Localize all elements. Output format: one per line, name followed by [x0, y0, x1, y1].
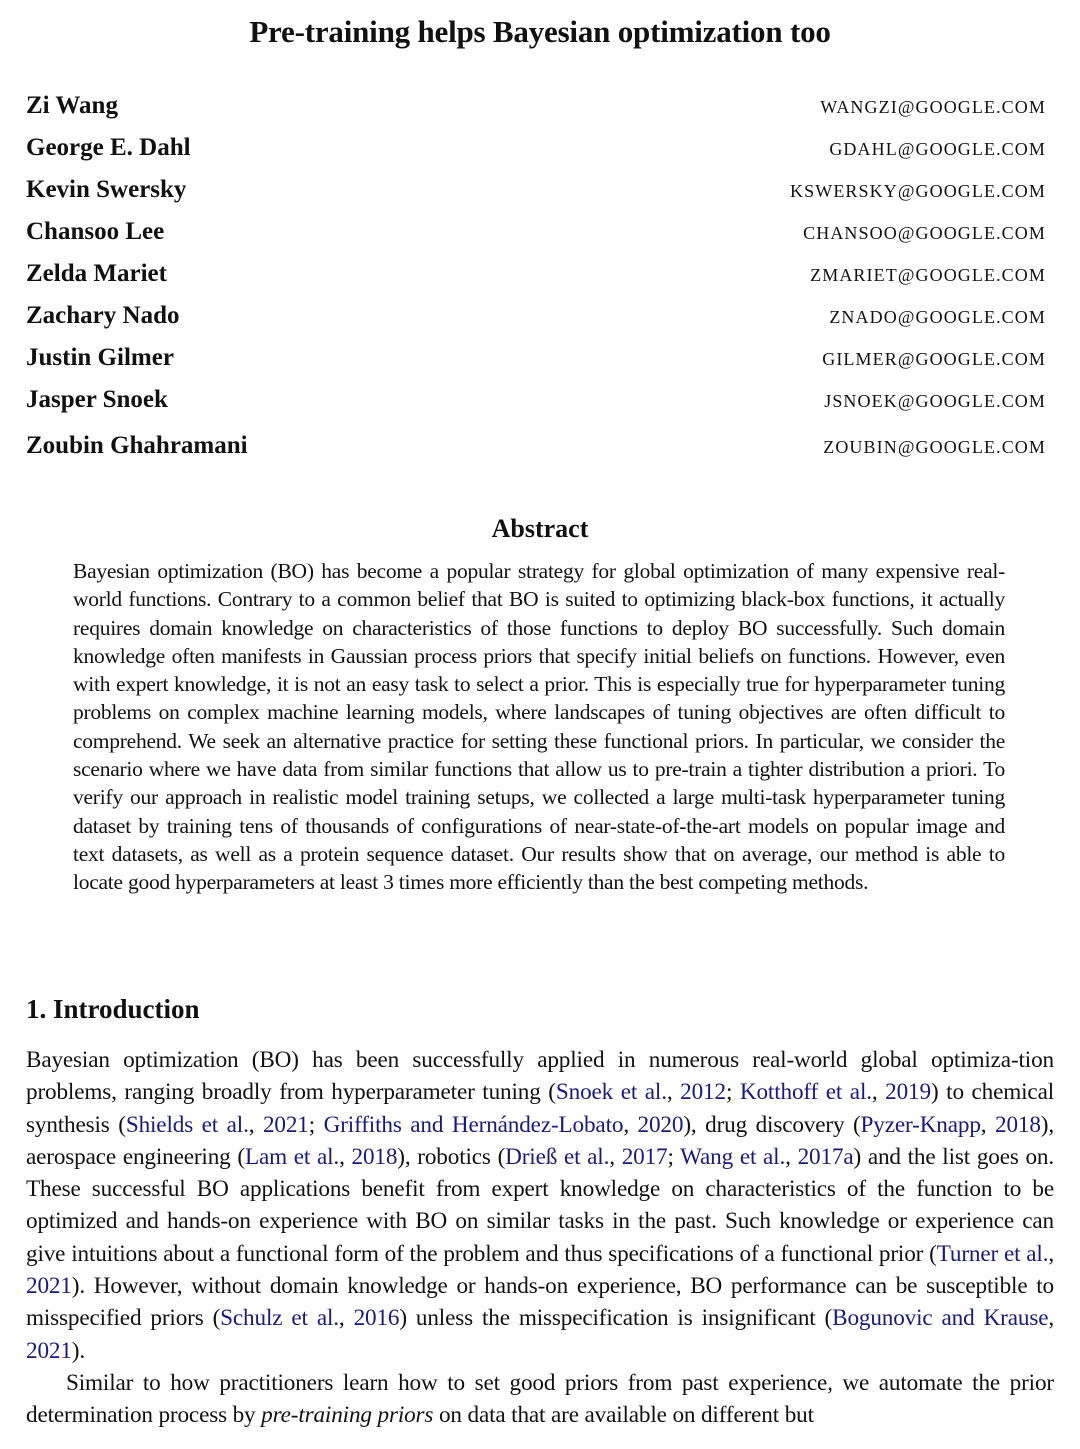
text-run: ,: [338, 1305, 354, 1332]
intro-paragraph: [26, 1367, 1054, 1432]
author-entry: [26, 218, 1046, 260]
citation-link[interactable]: Drieß et al.: [505, 1143, 610, 1170]
text-run: ,: [1048, 1240, 1055, 1267]
text-run: ). However, without domain knowledge or hands-on experience, BO performance can be susceptible to misspecified priors (: [26, 1273, 1054, 1332]
text-run: ,: [871, 1079, 886, 1106]
text-run: on data that are available on different but: [433, 1402, 814, 1429]
text-run: ,: [785, 1143, 798, 1170]
author-name: Kevin Swersky: [26, 176, 187, 203]
text-run: ,: [609, 1143, 622, 1170]
author-email[interactable]: CHANSOO@GOOGLE.COM: [803, 223, 1046, 243]
author-entry: [26, 176, 1046, 218]
author-email[interactable]: WANGZI@GOOGLE.COM: [820, 97, 1046, 117]
citation-link[interactable]: 2018: [995, 1111, 1041, 1138]
text-run: ).: [71, 1337, 85, 1364]
text-run: Bayesian optimization (BO) has been successfully applied in numerous real-world global optimiza-tion problems, ranging broadly from hyperparameter tuning (: [26, 1047, 1054, 1106]
citation-link[interactable]: Wang et al.: [680, 1143, 786, 1170]
author-name: Justin Gilmer: [26, 344, 174, 371]
text-run: ,: [248, 1111, 263, 1138]
citation-link[interactable]: 2021: [262, 1111, 309, 1138]
text-run: ), aerospace engineering (: [26, 1111, 1055, 1170]
author-list: [26, 92, 1046, 474]
author-name: Zoubin Ghahramani: [26, 432, 248, 459]
author-entry: [26, 344, 1046, 386]
emphasized-term: pre-training priors: [261, 1402, 434, 1429]
citation-link[interactable]: Lam et al.: [244, 1143, 340, 1170]
text-run: ,: [623, 1111, 638, 1138]
author-name: Jasper Snoek: [26, 386, 168, 413]
citation-link[interactable]: 2019: [885, 1079, 931, 1106]
citation-link[interactable]: 2021: [26, 1273, 72, 1300]
citation-link[interactable]: Griffiths and Hernández-Lobato: [323, 1111, 624, 1138]
text-run: ) unless the misspecification is insignificant (: [399, 1305, 833, 1332]
citation-link[interactable]: Turner et al.: [936, 1240, 1049, 1267]
citation-link[interactable]: Bogunovic and Krause: [832, 1305, 1049, 1332]
author-email[interactable]: ZOUBIN@GOOGLE.COM: [823, 437, 1046, 457]
citation-link[interactable]: Snoek et al.: [555, 1079, 667, 1106]
citation-link[interactable]: Schulz et al.: [220, 1305, 339, 1332]
text-run: ) to chemical synthesis (: [26, 1079, 1055, 1138]
introduction-body: [26, 1044, 1054, 1432]
author-entry: [26, 92, 1046, 134]
author-name: George E. Dahl: [26, 134, 191, 161]
text-run: ,: [666, 1079, 681, 1106]
text-run: ), robotics (: [397, 1143, 506, 1170]
author-name: Zi Wang: [26, 92, 118, 119]
author-email[interactable]: GILMER@GOOGLE.COM: [822, 349, 1046, 369]
abstract-text: Bayesian optimization (BO) has become a popular strategy for global optimization of many expensive real-world functions. Contrary to a common belief that BO is suited to optimizing black-box functions, it actually requires domain knowledge on characteristics of those functions to deploy BO successfully. Such domain knowledge often manifests in Gaussian process priors that specify initial beliefs on functions. However, even with expert knowledge, it is not an easy task to select a prior. This is especially true for hyperparameter tuning problems on complex machine learning models, where landscapes of tuning objectives are often difficult to comprehend. We seek an alternative practice for setting these functional priors. In particular, we consider the scenario where we have data from similar functions that allow us to pre-train a tighter distribution a priori. To verify our approach in realistic model training setups, we collected a large multi-task hyperparameter tuning dataset by training tens of thousands of configurations of near-state-of-the-art models on popular image and text datasets, as well as a protein sequence dataset. Our results show that on average, our method is able to locate good hyperparameters at least 3 times more efficiently than the best competing methods.: [73, 559, 1005, 895]
citation-link[interactable]: Pyzer-Knapp: [860, 1111, 981, 1138]
author-email[interactable]: GDAHL@GOOGLE.COM: [829, 139, 1046, 159]
abstract-heading: Abstract: [491, 514, 589, 543]
text-run: Similar to how practitioners learn how to set good priors from past experience, we automate the prior determination process by: [26, 1369, 1054, 1429]
citation-link[interactable]: 2017a: [797, 1143, 854, 1170]
author-entry: [26, 260, 1046, 302]
author-entry: [26, 134, 1046, 176]
author-name: Zachary Nado: [26, 302, 180, 329]
author-entry: [26, 386, 1046, 428]
section-heading-introduction: 1. Introduction: [26, 994, 200, 1024]
author-name: Chansoo Lee: [26, 218, 165, 245]
author-name: Zelda Mariet: [26, 260, 167, 287]
citation-link[interactable]: 2016: [353, 1305, 400, 1332]
citation-link[interactable]: 2020: [637, 1111, 684, 1138]
text-run: ), drug discovery (: [683, 1111, 861, 1138]
citation-link[interactable]: Shields et al.: [125, 1111, 249, 1138]
text-run: ,: [1048, 1305, 1054, 1332]
text-run: ;: [667, 1143, 681, 1170]
author-email[interactable]: KSWERSKY@GOOGLE.COM: [790, 181, 1046, 201]
citation-link[interactable]: 2021: [26, 1337, 72, 1364]
text-run: ;: [725, 1079, 740, 1106]
text-run: ) and the list goes on. These successful BO applications benefit from expert knowledge on characteristics of the function to be optimized and hands-on experience with BO on similar tasks in the past. Such knowledge or experience can give intuitions about a functional form of the problem and thus specifications of a functional prior (: [26, 1143, 1055, 1267]
paper-title: Pre-training helps Bayesian optimization too: [249, 14, 831, 49]
text-run: ;: [308, 1111, 324, 1138]
intro-paragraph: [26, 1044, 1054, 1367]
author-email[interactable]: ZMARIET@GOOGLE.COM: [810, 265, 1046, 285]
citation-link[interactable]: 2012: [680, 1079, 726, 1106]
author-entry: [26, 302, 1046, 344]
author-email[interactable]: ZNADO@GOOGLE.COM: [829, 307, 1046, 327]
citation-link[interactable]: 2017: [621, 1143, 668, 1170]
author-entry: [26, 432, 1046, 474]
text-run: ,: [980, 1111, 996, 1138]
author-email[interactable]: JSNOEK@GOOGLE.COM: [824, 391, 1046, 411]
citation-link[interactable]: 2018: [351, 1143, 398, 1170]
citation-link[interactable]: Kotthoff et al.: [739, 1079, 872, 1106]
text-run: ,: [339, 1143, 352, 1170]
